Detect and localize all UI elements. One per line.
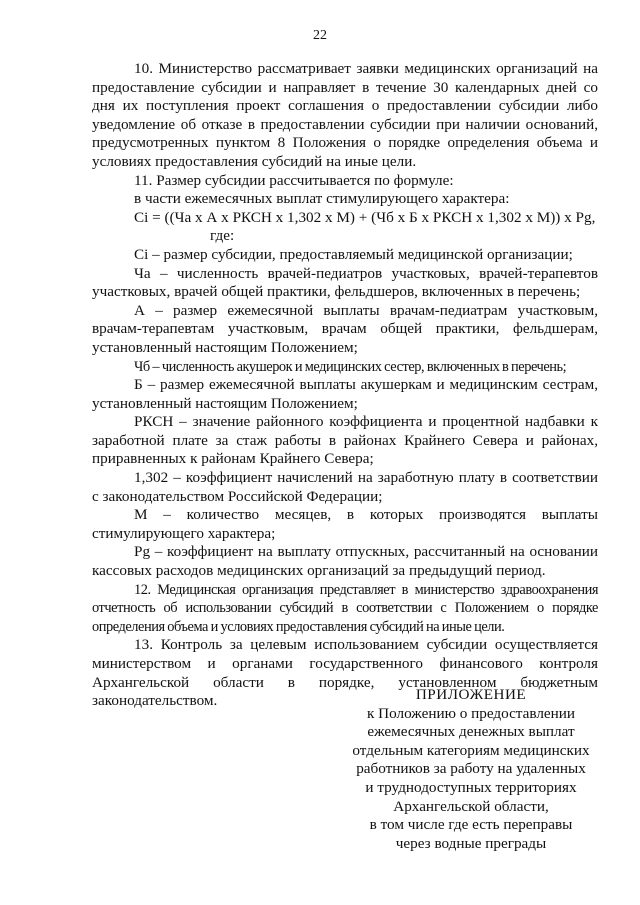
appendix-line: работников за работу на удаленных (356, 760, 586, 778)
paragraph-formula-intro: в части ежемесячных выплат стимулирующего характера: (134, 190, 510, 208)
definition-cha: Ча – численность врачей-педиатров участковых, врачей-терапевтов участковых, врачей общей практики, фельдшеров, включенных в перечень; (92, 264, 598, 301)
definition-chb: Чб – численность акушерок и медицинских сестер, включенных в перечень; (134, 358, 567, 375)
paragraph-11: 11. Размер субсидии рассчитывается по формуле: (134, 171, 454, 189)
paragraph-13: 13. Контроль за целевым использованием субсидии осуществляется министерством и органами государственного финансового контроля Архангельской области в порядке, установленном бюджетным законодательством. (92, 636, 598, 710)
definition-b: Б – размер ежемесячной выплаты акушеркам и медицинским сестрам, установленный настоящим Положением; (92, 376, 598, 412)
definition-m: М – количество месяцев, в которых производятся выплаты стимулирующего характера; (92, 506, 598, 542)
appendix-block (340, 686, 602, 853)
definition-rksn: РКСН – значение районного коэффициента и процентной надбавки к заработной плате за стаж работы в районах Крайнего Севера и районах, приравненных к районам Крайнего Севера; (92, 413, 598, 468)
definition-pg: Pg – коэффициент на выплату отпускных, рассчитанный на основании кассовых расходов медицинских организаций за предыдущий период. (92, 543, 598, 580)
definition-a: А – размер ежемесячной выплаты врачам-педиатрам участковым, врачам-терапевтам участковым, врачам общей практики, фельдшерам, установленный настоящим Положением; (92, 301, 598, 356)
appendix-line: через водные преграды (395, 834, 547, 852)
formula-where: где: (210, 227, 235, 245)
page-number: 22 (313, 28, 327, 43)
definition-ci: Ci – размер субсидии, предоставляемый медицинской организации; (134, 245, 573, 263)
subsidy-formula: Ci = ((Ча х А х РКСН х 1,302 х М) + (Чб х Б х РКСН х 1,302 х М)) х Pg, (134, 208, 596, 226)
appendix-line: к Положению о предоставлении (366, 704, 576, 722)
appendix-line: Архангельской области, (393, 797, 549, 815)
paragraph-12: 12. Медицинская организация представляет в министерство здравоохранения отчетность об использовании субсидий в соответствии с Положением о порядке определения объема и условиях предоставления субсидий на иные цели. (92, 581, 598, 635)
appendix-line: и труднодоступных территориях (365, 778, 577, 796)
appendix-line: отдельным категориям медицинских (352, 741, 590, 759)
appendix-line: в том числе где есть переправы (369, 816, 573, 834)
appendix-line: ежемесячных денежных выплат (367, 723, 575, 741)
appendix-title: ПРИЛОЖЕНИЕ (415, 686, 527, 703)
paragraph-10: 10. Министерство рассматривает заявки медицинских организаций на предоставление субсидии и направляет в течение 30 календарных дней со дня их поступления проект соглашения о предоставлении субсидии либо уведомление об отказе в предоставлении субсидии при наличии оснований, предусмотренных пунктом 8 Положения о порядке определения объема и условиях предоставления субсидий на иные цели. (92, 60, 598, 170)
document-body (92, 60, 598, 711)
definition-coefficient: 1,302 – коэффициент начислений на заработную плату в соответствии с законодательством Российской Федерации; (92, 469, 598, 505)
